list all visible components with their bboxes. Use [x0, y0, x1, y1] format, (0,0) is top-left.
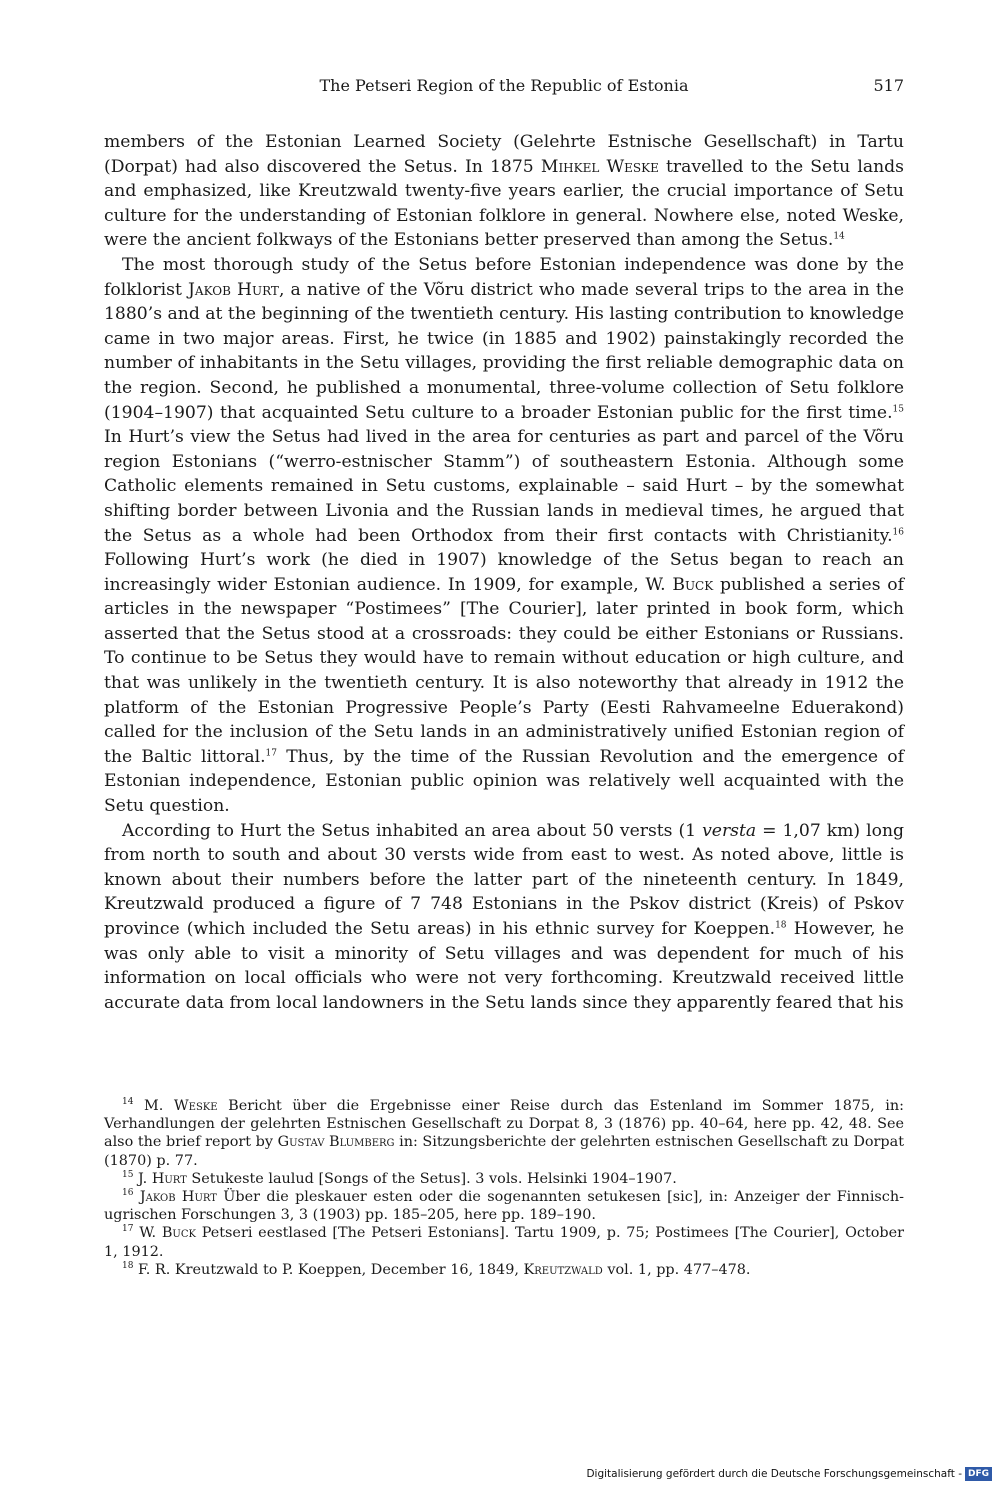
author-name: Buck [672, 574, 714, 595]
author-name: Jakob Hurt [188, 279, 279, 300]
italic-term: versta [702, 820, 757, 841]
dfg-logo: DFG [965, 1467, 992, 1481]
footnote-15: $^{15}$ J. Hurt Setukeste laulud [Songs of the Setus]. 3 vols. Helsinki 1904–1907. [122, 1170, 677, 1187]
footnote-ref: 14 [833, 231, 845, 242]
running-title: The Petseri Region of the Republic of Estonia [319, 76, 689, 95]
author-name: Mihkel Weske [540, 156, 659, 177]
page-header [104, 76, 904, 100]
footnote-ref: 15 [892, 403, 904, 414]
footnote-18: $^{18}$ F. R. Kreutzwald to P. Koeppen, December 16, 1849, Kreutzwald vol. 1, pp. 477–478. [122, 1261, 751, 1278]
page-number: 517 [873, 76, 904, 95]
digitization-credit [586, 1467, 992, 1481]
paragraph-3: According to Hurt the Setus inhabited an area about 50 versts (1 versta = 1,07 km) long from north to south and about 30 versts wide from east to west. As noted above, little is known about their numbers before the latter part of the nineteenth century. In 1849, Kreutzwald produced a figure of 7 748 Estonians in the Pskov district (Kreis) of Pskov province (which included the Setu areas) in his ethnic survey for Koeppen.$^{18}$ However, he was only able to visit a minority of Setu villages and was dependent for much of his information on local officials who were not very forthcoming. Kreutzwald received little accurate data from local landowners in the Setu lands since they apparently feared that his [104, 820, 905, 1013]
main-text [104, 130, 904, 1015]
footnote-ref: 16 [892, 526, 904, 537]
footnotes [104, 1097, 904, 1279]
credit-text: Digitalisierung gefördert durch die Deutsche Forschungsgemeinschaft - [586, 1468, 962, 1480]
footnote-14: $^{14}$ M. Weske Bericht über die Ergebnisse einer Reise durch das Estenland im Sommer 1875, in: Verhandlungen der gelehrten Estnischen Gesellschaft zu Dorpat 8, 3 (1876) pp. 40–64, here pp. 42, 48. See also the brief report by Gustav Blumberg in: Sitzungsberichte der gelehrten estnischen Gesellschaft zu Dorpat (1870) p. 77. [104, 1097, 905, 1169]
footnote-ref: 17 [265, 748, 277, 759]
footnote-16: $^{16}$ Jakob Hurt Über die pleskauer esten oder die sogenannten setukesen [sic], in: Anzeiger der Finnisch-ugrischen Forschungen 3, 3 (1903) pp. 185–205, here pp. 189–190. [104, 1188, 904, 1224]
footnote-ref: 18 [775, 920, 787, 931]
paragraph-1: members of the Estonian Learned Society (Gelehrte Estnische Gesellschaft) in Tartu (Dorpat) had also discovered the Setus. In 1875 Mihkel Weske travelled to the Setu lands and emphasized, like Kreutzwald twenty-five years earlier, the crucial importance of Setu culture for the understanding of Estonian folklore in general. Nowhere else, noted Weske, were the ancient folkways of the Estonians better preserved than among the Setus.$^{14}$ [104, 132, 904, 251]
footnote-17: $^{17}$ W. Buck Petseri eestlased [The Petseri Estonians]. Tartu 1909, p. 75; Postimees [The Courier], October 1, 1912. [104, 1224, 904, 1260]
paragraph-2: The most thorough study of the Setus before Estonian independence was done by the folklorist Jakob Hurt, a native of the Võru district who made several trips to the area in the 1880’s and at the beginning of the twentieth century. His lasting contribution to knowledge came in two major areas. First, he twice (in 1885 and 1902) painstakingly recorded the number of inhabitants in the Setu villages, providing the first reliable demographic data on the region. Second, he published a monumental, three-volume collection of Setu folklore (1904–1907) that acquainted Setu culture to a broader Estonian public for the first time.$^{15}$ In Hurt’s view the Setus had lived in the area for centuries as part and parcel of the Võru region Estonians (“werro-estnischer Stamm”) of southeastern Estonia. Although some Catholic elements remained in Setu customs, explainable – said Hurt – by the somewhat shifting border between Livonia and the Russian lands in medieval times, he argued that the Setus as a whole had been Orthodox from their first contacts with Christianity.$^{16}$ Following Hurt’s work (he died in 1907) knowledge of the Setus began to reach an increasingly wider Estonian audience. In 1909, for example, W. Buck published a series of articles in the newspaper “Postimees” [The Courier], later printed in book form, which asserted that the Setus stood at a crossroads: they could be either Estonians or Russians. To continue to be Setus they would have to remain without education or high culture, and that was unlikely in the twentieth century. It is also noteworthy that already in 1912 the platform of the Estonian Progressive People’s Party (Eesti Rahvameelne Eduerakond) called for the inclusion of the Setu lands in an administratively unified Estonian region of the Baltic littoral.$^{17}$ Thus, by the time of the Russian Revolution and the emergence of Estonian independence, Estonian public opinion was relatively well acquainted with the Setu question. [104, 254, 905, 817]
